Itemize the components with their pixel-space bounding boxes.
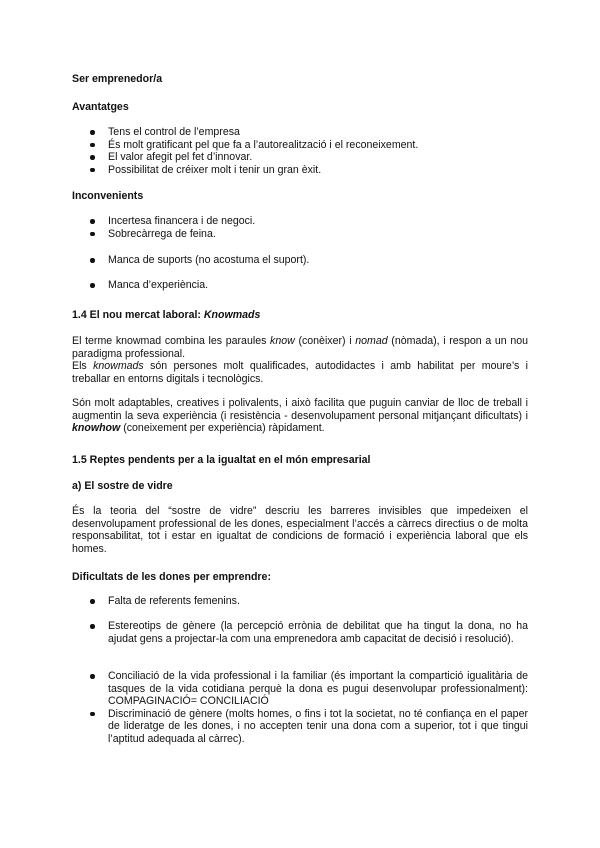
list-item: Sobrecàrrega de feina.	[72, 228, 528, 241]
heading-term: Knowmads	[203, 309, 261, 321]
document-title: Ser emprenedor/a	[72, 73, 163, 85]
dificultats-list-continued	[72, 620, 528, 645]
sostre-heading: a) El sostre de vidre	[72, 480, 173, 492]
inconvenients-list	[72, 215, 528, 240]
knowmads-paragraph-2: Els knowmads són persones molt qualificades, autodidactes i amb habilitat per moure’s i treballar en entorns digitals i tecnològics.	[72, 360, 528, 385]
list-item: Possibilitat de créixer molt i tenir un gran èxit.	[72, 164, 528, 177]
term-know: know	[270, 335, 295, 347]
knowmads-paragraph-3: Són molt adaptables, creatives i polivalents, i això facilita que puguin canviar de lloc de treball i augmentin la seva experiència (i resistència - desenvolupament personal mitjançant dificultats) i knowhow (coneixement per experiència) ràpidament.	[72, 397, 528, 435]
list-item: És molt gratificant pel que fa a l’autorealització i el reconeixement.	[72, 139, 528, 152]
avantatges-list	[72, 126, 528, 176]
list-item: Falta de referents femenins.	[72, 595, 528, 608]
list-item: Tens el control de l’empresa	[72, 126, 528, 139]
inconvenients-list-continued	[72, 279, 528, 292]
list-item: Discriminació de gènere (molts homes, o fins i tot la societat, no té confiança en el paper de lideratge de les dones, i no accepten tenir una dona com a superior, tot i que tingui l’aptitud adequada al càrrec).	[72, 708, 528, 746]
list-item: Conciliació de la vida professional i la familiar (és important la compartició igualitària de tasques de la vida cotidiana perquè la dona es pugui desenvolupar professionalment): COMPAGINACIÓ= CONCILIACIÓ	[72, 670, 528, 708]
knowmads-paragraph-1: El terme knowmad combina les paraules know (conèixer) i nomad (nòmada), i respon a un nou paradigma professional.	[72, 335, 529, 360]
list-item: Manca de suports (no acostuma el suport).	[72, 254, 528, 267]
knowmads-heading	[72, 309, 528, 322]
inconvenients-list-continued	[72, 254, 528, 267]
dificultats-list	[72, 595, 528, 608]
avantatges-heading: Avantatges	[72, 101, 129, 113]
dificultats-heading: Dificultats de les dones per emprendre:	[72, 571, 271, 583]
term-knowmads: knowmads	[93, 360, 144, 372]
dificultats-list-continued	[72, 670, 528, 746]
heading-number: 1.4 El nou mercat laboral:	[72, 309, 204, 321]
list-item: Estereotips de gènere (la percepció errònia de debilitat que ha tingut la dona, no ha ajudat gens a projectar-la com una emprenedora amb capacitat de decisió i resolució).	[72, 620, 528, 645]
list-item: Incertesa financera i de negoci.	[72, 215, 528, 228]
list-item: El valor afegit pel fet d’innovar.	[72, 151, 528, 164]
reptes-heading: 1.5 Reptes pendents per a la igualtat en el món empresarial	[72, 454, 371, 466]
sostre-paragraph: És la teoria del “sostre de vidre” descriu les barreres invisibles que impedeixen el desenvolupament professional de les dones, especialment l’accés a càrrecs directius o de molta responsabilitat, tot i estar en igualtat de condicions de formació i experiència laboral que els homes.	[72, 505, 528, 555]
term-knowhow: knowhow	[72, 422, 121, 435]
list-item: Manca d’experiència.	[72, 279, 528, 292]
inconvenients-heading: Inconvenients	[72, 190, 144, 202]
term-nomad: nomad	[355, 335, 388, 347]
